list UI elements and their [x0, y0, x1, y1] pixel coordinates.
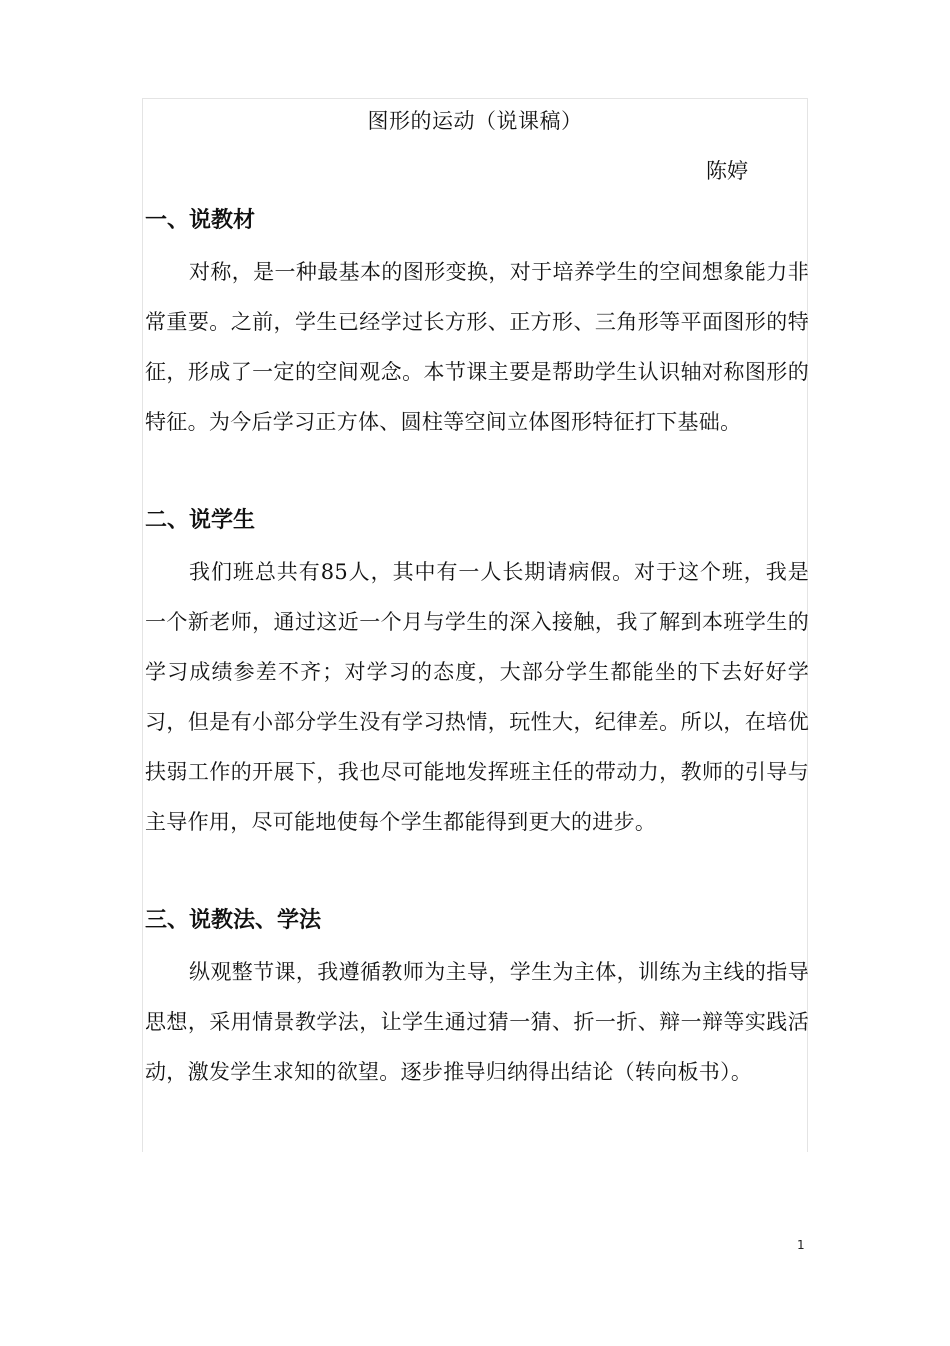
section-heading-textbook: 一、说教材 — [145, 208, 256, 233]
section-paragraph-textbook: 对称，是一种最基本的图形变换，对于培养学生的空间想象能力非常重要。之前，学生已经学过长方形、正方形、三角形等平面图形的特征，形成了一定的空间观念。本节课主要是帮助学生认识轴对称图形的特征。为今后学习正方体、圆柱等空间立体图形特征打下基础。 — [145, 260, 809, 434]
section-heading-students: 二、说学生 — [145, 508, 256, 533]
document-title: 图形的运动（说课稿） — [367, 109, 583, 133]
section-paragraph-methods: 纵观整节课，我遵循教师为主导，学生为主体，训练为主线的指导思想，采用情景教学法，让学生通过猜一猜、折一折、辩一辩等实践活动，激发学生求知的欲望。逐步推导归纳得出结论（转向板书）。 — [145, 960, 809, 1084]
section-paragraph-students: 我们班总共有85人，其中有一人长期请病假。对于这个班，我是一个新老师，通过这近一个月与学生的深入接触，我了解到本班学生的学习成绩参差不齐；对学习的态度，大部分学生都能坐的下去好好学习，但是有小部分学生没有学习热情，玩性大，纪律差。所以，在培优扶弱工作的开展下，我也尽可能地发挥班主任的带动力，教师的引导与主导作用，尽可能地使每个学生都能得到更大的进步。 — [145, 560, 809, 834]
author-name: 陈婷 — [706, 159, 748, 183]
page-number: 1 — [797, 1238, 805, 1252]
section-heading-methods: 三、说教法、学法 — [145, 908, 322, 933]
